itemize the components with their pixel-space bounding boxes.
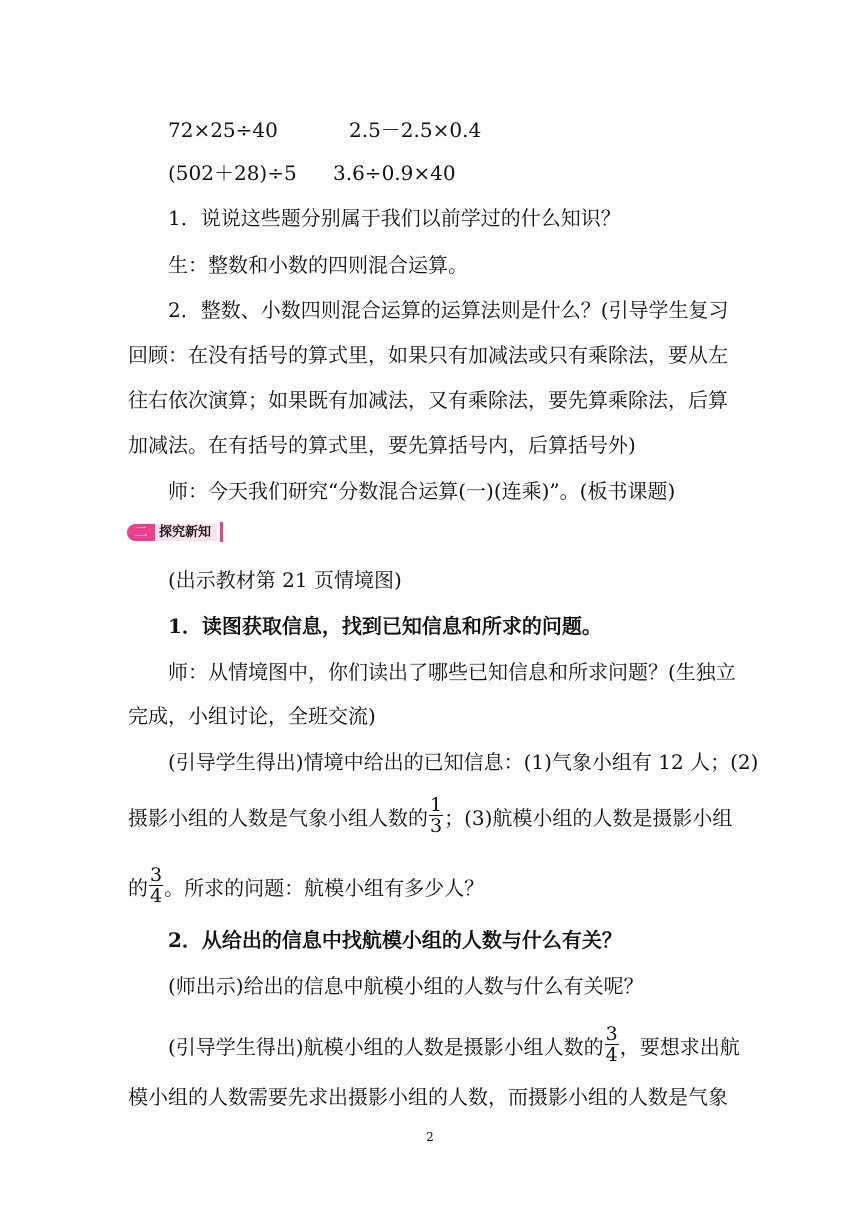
fraction-numerator: 3 [150, 864, 163, 886]
review-question-1: 1．说说这些题分别属于我们以前学过的什么知识？ [168, 206, 621, 230]
known-info-line-2-text-b: ；(3)航模小组的人数是摄影小组 [444, 806, 733, 830]
step-1-heading: 1．读图获取信息，找到已知信息和所求的问题。 [168, 614, 602, 638]
guidance-line-1 [168, 1023, 740, 1069]
section-divider [220, 522, 223, 542]
exercise-4: 3.6÷0.9×40 [333, 161, 456, 185]
review-answer-1: 生：整数和小数的四则混合运算。 [168, 253, 468, 277]
known-info-line-2-text-a: 摄影小组的人数是气象小组人数的 [128, 806, 428, 830]
section-badge [127, 522, 223, 542]
guidance-line-2: 模小组的人数需要先求出摄影小组的人数，而摄影小组的人数是气象 [128, 1085, 728, 1109]
known-info-line-1: (引导学生得出)情境中给出的已知信息：(1)气象小组有 12 人；(2) [168, 750, 759, 774]
teacher-question-1-line-2: 完成，小组讨论，全班交流) [128, 704, 376, 728]
review-question-2-line-1: 2．整数、小数四则混合运算的运算法则是什么？(引导学生复习 [168, 298, 729, 322]
fraction-denominator: 4 [605, 1044, 618, 1066]
step-2-heading: 2．从给出的信息中找航模小组的人数与什么有关？ [168, 928, 622, 952]
fraction-three-quarters [149, 865, 163, 906]
section-number: 二 [127, 524, 155, 541]
review-question-2-line-2: 回顾：在没有括号的算式里，如果只有加减法或只有乘除法，要从左 [128, 343, 728, 367]
fraction-one-third [429, 795, 443, 836]
teacher-question-2: (师出示)给出的信息中航模小组的人数与什么有关呢？ [168, 974, 644, 998]
exercise-2: 2.5－2.5×0.4 [349, 118, 482, 142]
guidance-line-1-text-a: (引导学生得出)航模小组的人数是摄影小组人数的 [168, 1035, 604, 1059]
show-figure-note: (出示教材第 21 页情境图) [168, 568, 402, 592]
guidance-line-1-text-b: ，要想求出航 [619, 1035, 740, 1059]
known-info-line-3-text-a: 的 [128, 876, 148, 900]
page-number: 2 [426, 1130, 434, 1144]
fraction-denominator: 4 [150, 885, 163, 907]
fraction-numerator: 1 [430, 794, 443, 816]
fraction-three-quarters-2 [605, 1024, 619, 1065]
fraction-numerator: 3 [605, 1023, 618, 1045]
exercise-3: (502＋28)÷5 [168, 161, 297, 185]
teacher-topic: 师：今天我们研究“分数混合运算(一)(连乘)”。(板书课题) [168, 479, 676, 503]
exercise-1: 72×25÷40 [168, 118, 278, 142]
section-title: 探究新知 [155, 524, 217, 541]
known-info-line-3 [128, 864, 485, 910]
known-info-line-2 [128, 794, 733, 840]
review-question-2-line-3: 往右依次演算；如果既有加减法，又有乘除法，要先算乘除法，后算 [128, 388, 728, 412]
review-question-2-line-4: 加减法。在有括号的算式里，要先算括号内，后算括号外) [128, 433, 636, 457]
teacher-question-1-line-1: 师：从情境图中，你们读出了哪些已知信息和所求问题？(生独立 [168, 660, 736, 684]
fraction-denominator: 3 [430, 815, 443, 837]
known-info-line-3-text-b: 。所求的问题：航模小组有多少人？ [164, 876, 485, 900]
